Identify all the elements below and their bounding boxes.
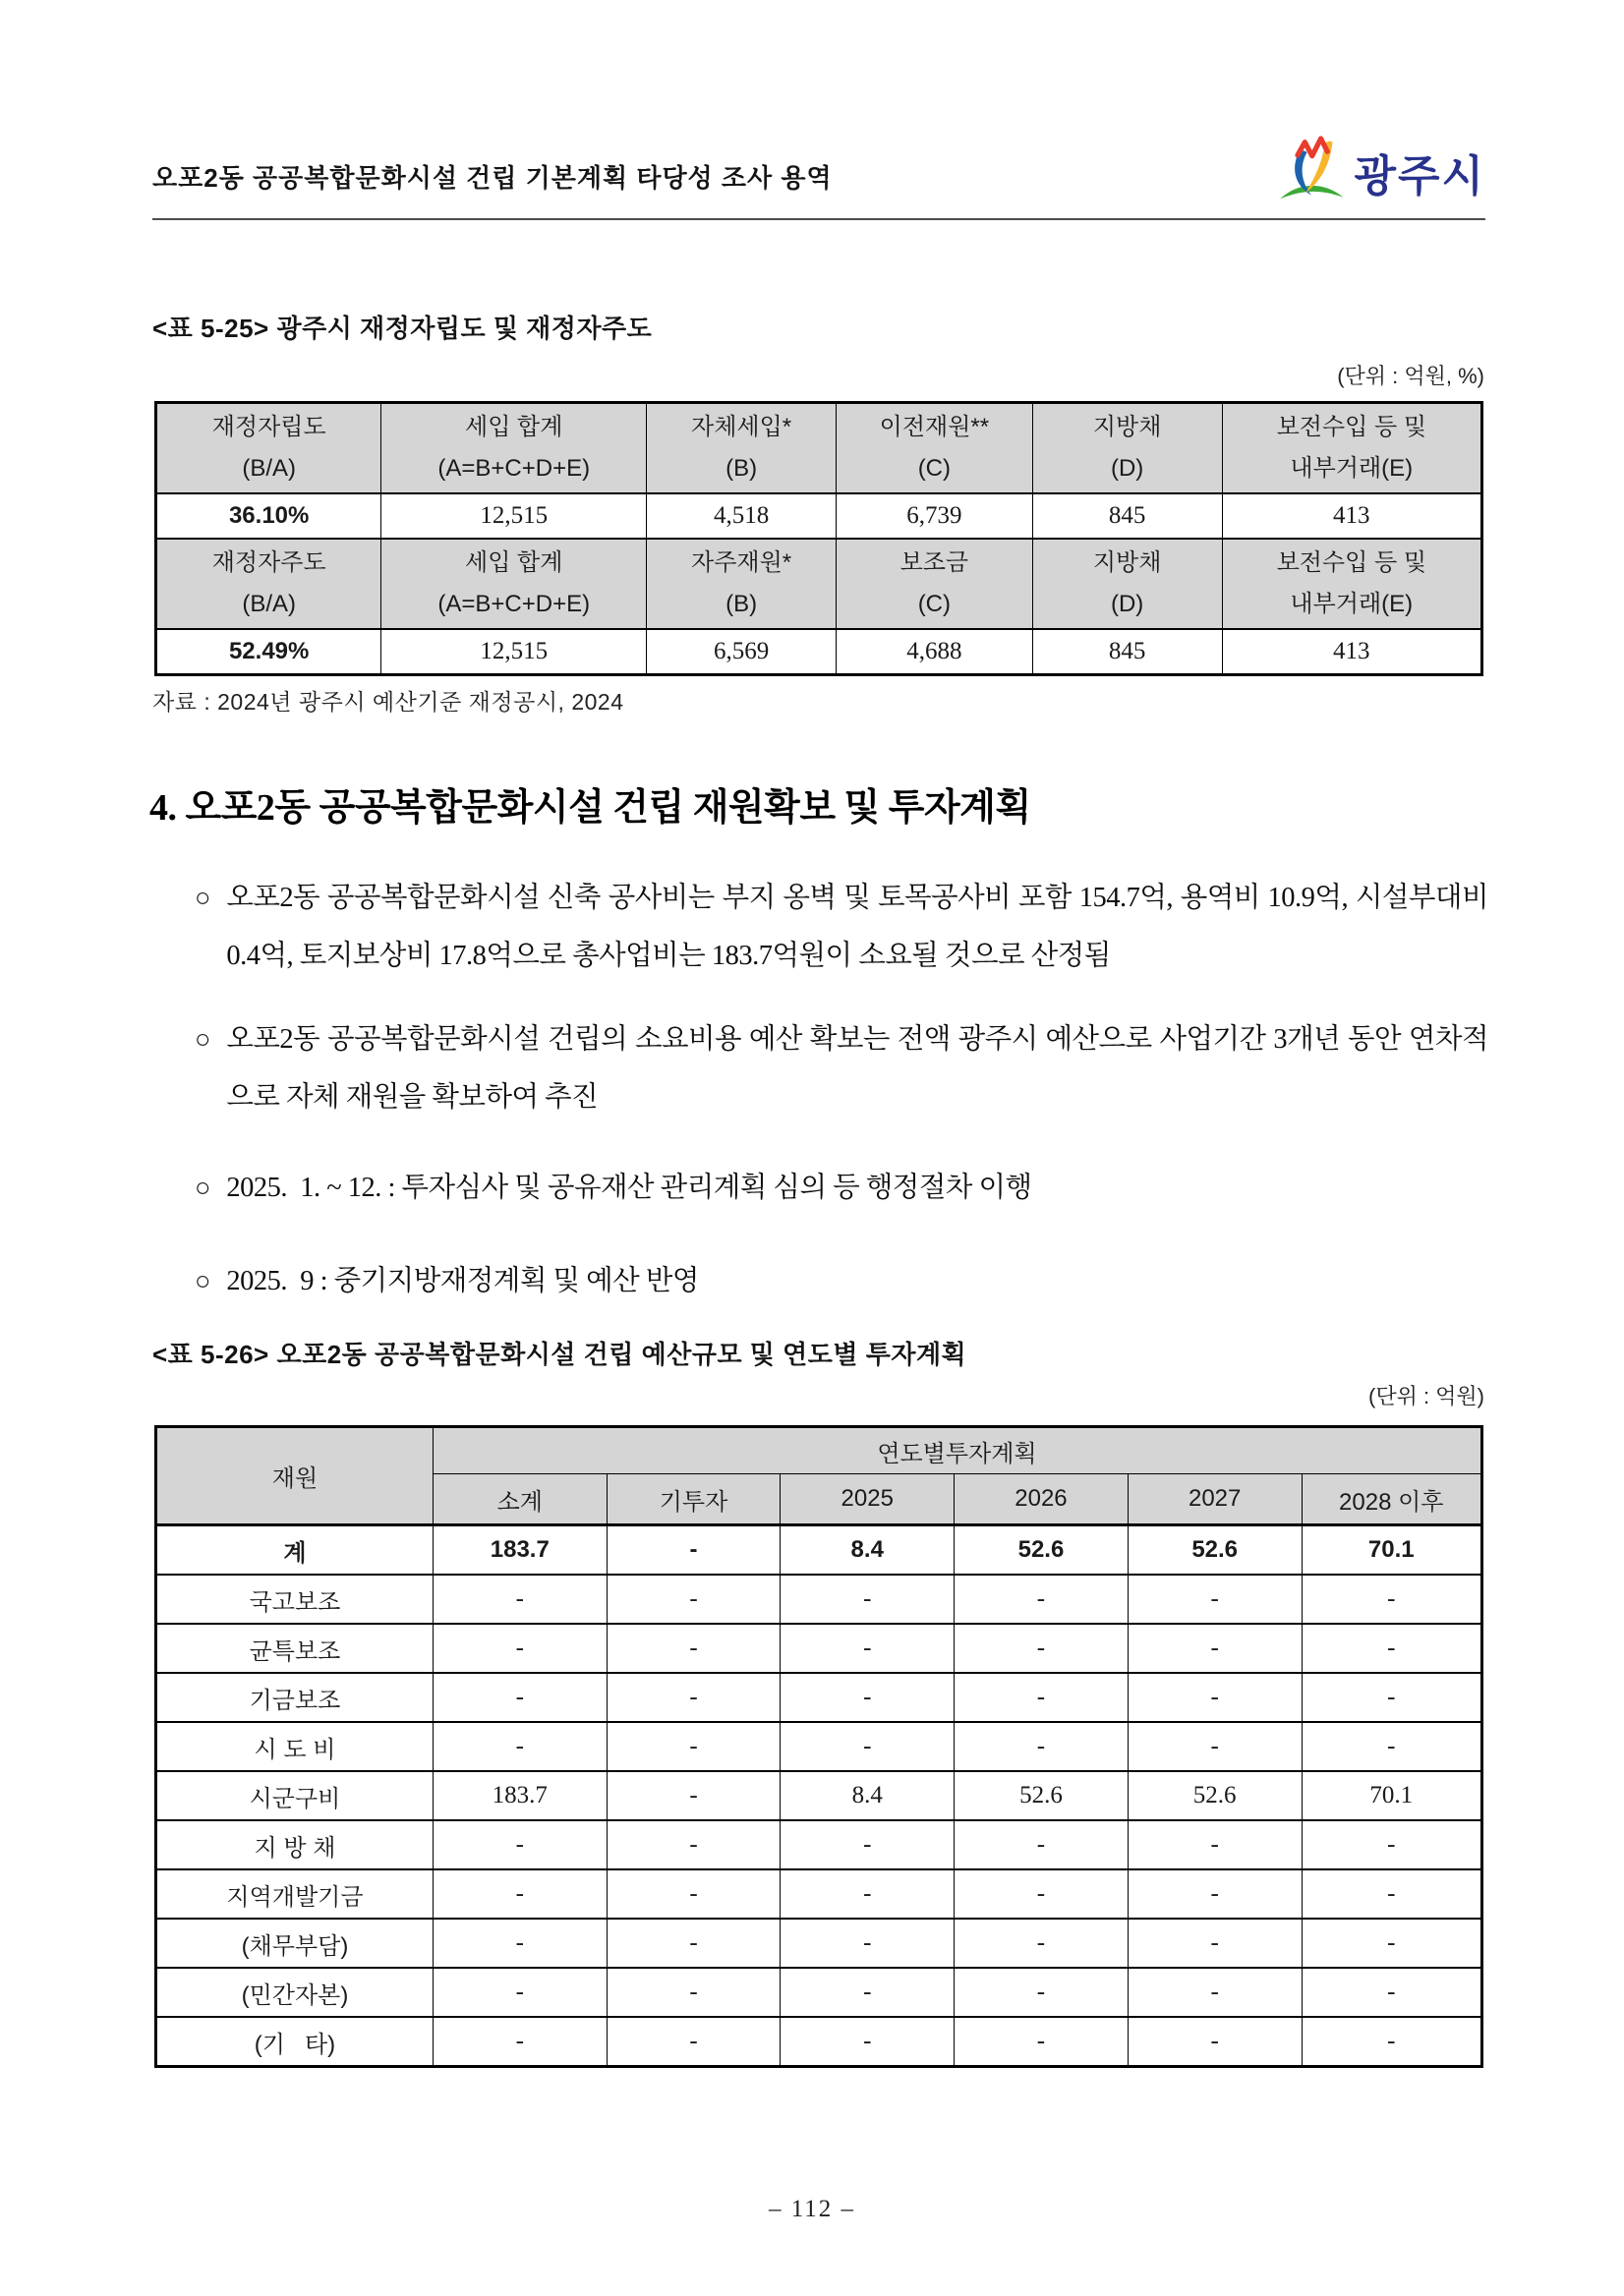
row-label: 지 방 채 [156,1820,434,1869]
table-cell: - [433,2017,607,2067]
table-cell: - [607,1820,781,1869]
table-cell: 52.49% [156,629,381,675]
header-cell: 자주재원* (B) [647,539,837,629]
table-cell: - [607,1869,781,1919]
header-cell: 보전수입 등 및 내부거래(E) [1222,403,1481,494]
table-cell: - [1128,2017,1302,2067]
table-cell: - [781,1673,955,1722]
table-cell: - [955,1919,1129,1968]
table-5-26 [154,1425,1483,2068]
table-cell: - [1302,1575,1481,1624]
table-cell: - [955,1673,1129,1722]
table-row [156,539,1482,629]
list-item [195,1252,1488,1310]
table-cell: - [1128,1820,1302,1869]
bullet-text: 오포2동 공공복합문화시설 건립의 소요비용 예산 확보는 전액 광주시 예산으로 사업기간 3개년 동안 연차적으로 자체 재원을 확보하여 추진 [226,1024,1488,1113]
bullet-text: 오포2동 공공복합문화시설 신축 공사비는 부지 옹벽 및 토목공사비 포함 154.7억, 용역비 10.9억, 시설부대비 0.4억, 토지보상비 17.8억으로 총사업비는 183.7억원이 소요될 것으로 산정됨 [226,883,1495,971]
row-label: (기 타) [156,2017,434,2067]
header-cell: 세입 합계 (A=B+C+D+E) [381,403,647,494]
table-cell: 845 [1032,493,1222,539]
circle-bullet-icon: ○ [195,1266,211,1295]
table-cell: - [955,2017,1129,2067]
table-cell: - [1128,1919,1302,1968]
header-cell: 기투자 [607,1474,781,1525]
table-cell: - [1128,1968,1302,2017]
table-cell: - [781,1575,955,1624]
table-cell: - [607,1525,781,1576]
table-row [156,1820,1482,1869]
table-row [156,1525,1482,1576]
row-label: (채무부담) [156,1919,434,1968]
table-cell: - [1302,2017,1481,2067]
table-row [156,493,1482,539]
table-cell: - [607,1968,781,2017]
city-logo [1275,133,1485,218]
table-cell: - [607,1722,781,1771]
table-cell: - [607,1919,781,1968]
row-label: 국고보조 [156,1575,434,1624]
table-cell: - [781,1869,955,1919]
row-label: 지역개발기금 [156,1869,434,1919]
table-cell: - [781,1624,955,1673]
table-cell: - [607,1624,781,1673]
header-cell: 자체세입* (B) [647,403,837,494]
header-cell: 연도별투자계획 [433,1427,1481,1474]
header-cell: 재원 [156,1427,434,1525]
header-cell: 2026 [955,1474,1129,1525]
table-cell: 52.6 [1128,1525,1302,1576]
table-cell: - [1128,1673,1302,1722]
table-cell: - [1128,1869,1302,1919]
table-cell: 413 [1222,629,1481,675]
circle-bullet-icon: ○ [195,883,211,912]
table-cell: - [955,1624,1129,1673]
header-cell: 2028 이후 [1302,1474,1481,1525]
header-cell: 이전재원** (C) [837,403,1033,494]
header-cell: 소계 [433,1474,607,1525]
table-cell: - [433,1722,607,1771]
table-cell: 70.1 [1302,1525,1481,1576]
header-cell: 2025 [781,1474,955,1525]
bullet-text: 2025. 9 : 중기지방재정계획 및 예산 반영 [226,1266,699,1296]
document-header [152,136,1485,220]
table-cell: - [433,1820,607,1869]
table-cell: - [955,1968,1129,2017]
table-cell: - [1128,1624,1302,1673]
row-label: (민간자본) [156,1968,434,2017]
row-label: 균특보조 [156,1624,434,1673]
table-cell: 8.4 [781,1771,955,1820]
bullet-text: 2025. 1. ~ 12. : 투자심사 및 공유재산 관리계획 심의 등 행정절차 이행 [226,1173,1032,1203]
table-cell: - [955,1869,1129,1919]
table-cell: 6,739 [837,493,1033,539]
row-label: 기금보조 [156,1673,434,1722]
header-cell: 지방채 (D) [1032,539,1222,629]
table-cell: - [781,1722,955,1771]
table-cell: - [1302,1820,1481,1869]
row-label: 계 [156,1525,434,1576]
list-item [195,869,1495,985]
table-cell: - [955,1820,1129,1869]
table-5-26-unit-label: (단위 : 억원) [1368,1384,1484,1408]
table-cell: - [1302,1968,1481,2017]
table-5-25 [154,401,1483,676]
table-row [156,2017,1482,2067]
table-cell: 4,518 [647,493,837,539]
table-cell: 36.10% [156,493,381,539]
table-5-26-caption: <표 5-26> 오포2동 공공복합문화시설 건립 예산규모 및 연도별 투자계획 [152,1340,967,1369]
header-cell: 재정자주도 (B/A) [156,539,381,629]
table-cell: 183.7 [433,1525,607,1576]
circle-bullet-icon: ○ [195,1024,211,1054]
table-row [156,1869,1482,1919]
table-cell: - [781,1919,955,1968]
row-label: 시군구비 [156,1771,434,1820]
header-cell: 보조금 (C) [837,539,1033,629]
table-5-25-source: 자료 : 2024년 광주시 예산기준 재정공시, 2024 [152,689,624,715]
table-5-25-unit-label: (단위 : 억원, %) [1337,364,1484,388]
circle-bullet-icon: ○ [195,1173,211,1202]
table-cell: - [955,1575,1129,1624]
document-header-title: 오포2동 공공복합문화시설 건립 기본계획 타당성 조사 용역 [152,163,833,193]
header-cell: 보전수입 등 및 내부거래(E) [1222,539,1481,629]
table-cell: - [955,1722,1129,1771]
table-cell: - [433,1968,607,2017]
table-row [156,1919,1482,1968]
table-cell: 4,688 [837,629,1033,675]
table-cell: 70.1 [1302,1771,1481,1820]
table-cell: 52.6 [955,1525,1129,1576]
section-4-heading: 4. 오포2동 공공복합문화시설 건립 재원확보 및 투자계획 [149,787,1031,829]
table-cell: 413 [1222,493,1481,539]
table-cell: - [433,1673,607,1722]
table-row [156,1575,1482,1624]
table-cell: 183.7 [433,1771,607,1820]
header-cell: 세입 합계 (A=B+C+D+E) [381,539,647,629]
table-cell: - [607,1575,781,1624]
table-cell: - [607,1771,781,1820]
table-cell: 52.6 [1128,1771,1302,1820]
table-cell: - [433,1575,607,1624]
table-cell: - [1302,1673,1481,1722]
table-cell: - [433,1869,607,1919]
table-cell: 12,515 [381,493,647,539]
header-cell: 지방채 (D) [1032,403,1222,494]
table-cell: - [433,1919,607,1968]
table-row [156,1771,1482,1820]
table-cell: - [781,1968,955,2017]
table-cell: 52.6 [955,1771,1129,1820]
header-cell: 2027 [1128,1474,1302,1525]
table-cell: 6,569 [647,629,837,675]
table-row [156,1427,1482,1474]
table-cell: - [1128,1575,1302,1624]
table-cell: - [607,2017,781,2067]
list-item [195,1159,1488,1217]
table-row [156,629,1482,675]
table-cell: - [1302,1919,1481,1968]
list-item [195,1010,1488,1126]
table-cell: 845 [1032,629,1222,675]
table-cell: - [1302,1722,1481,1771]
table-cell: - [433,1624,607,1673]
table2-body [156,1525,1482,2067]
table-row [156,1722,1482,1771]
table-cell: - [781,1820,955,1869]
table-row [156,403,1482,494]
table-cell: - [607,1673,781,1722]
header-cell: 재정자립도 (B/A) [156,403,381,494]
table-cell: - [1302,1869,1481,1919]
table-cell: - [1128,1722,1302,1771]
table-cell: - [1302,1624,1481,1673]
city-logo-text: 광주시 [1354,151,1485,201]
page-number: – 112 – [768,2196,856,2222]
table-cell: 8.4 [781,1525,955,1576]
table-cell: - [781,2017,955,2067]
table-row [156,1624,1482,1673]
gwangju-city-emblem-icon [1275,133,1348,210]
table-row [156,1673,1482,1722]
table-cell: 12,515 [381,629,647,675]
row-label: 시 도 비 [156,1722,434,1771]
table-row [156,1968,1482,2017]
section-4-bullets [195,869,1495,1310]
table-5-25-caption: <표 5-25> 광주시 재정자립도 및 재정자주도 [152,314,653,343]
